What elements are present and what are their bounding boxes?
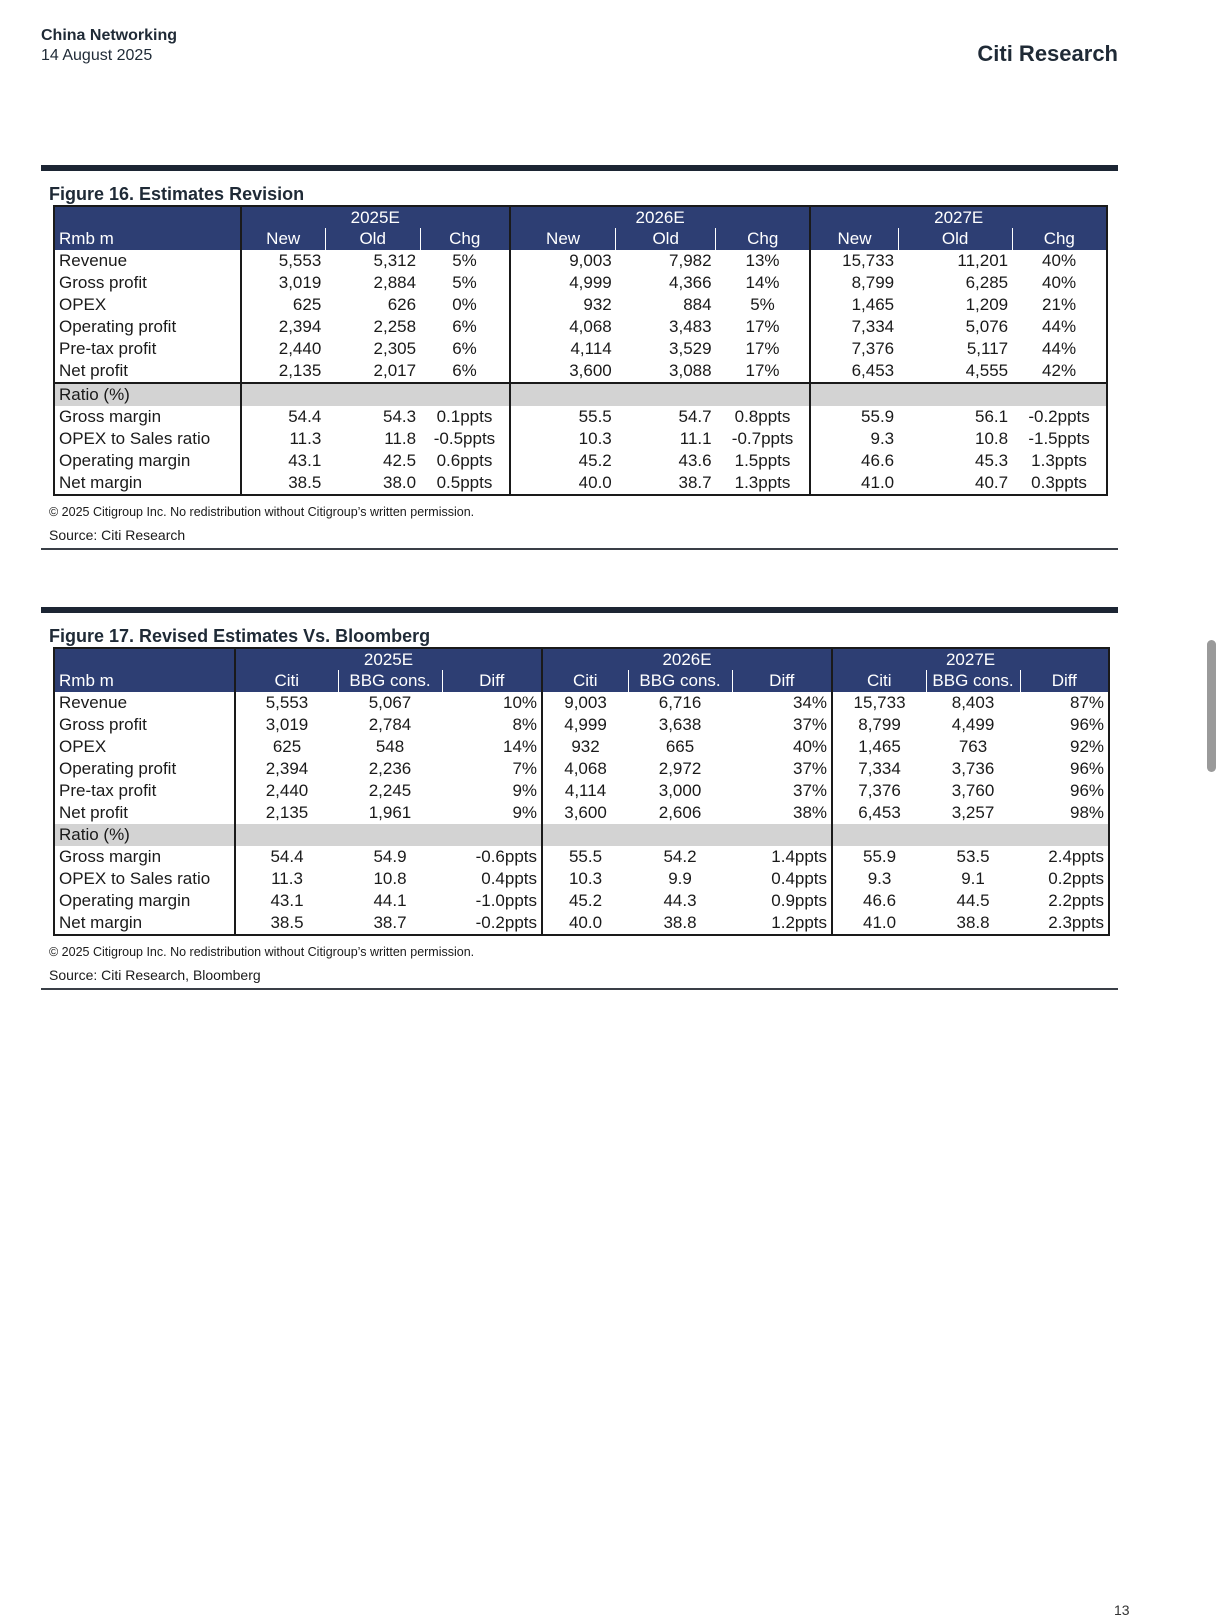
table-cell: 40% — [1012, 272, 1107, 294]
copyright-note: © 2025 Citigroup Inc. No redistribution without Citigroup’s written permission. — [49, 945, 475, 959]
table-cell: 17% — [745, 317, 780, 336]
table-row — [54, 780, 1109, 802]
figure-top-rule — [41, 607, 1118, 613]
table-cell: 92% — [1020, 736, 1109, 758]
table-cell: 5,312 — [373, 251, 417, 270]
table-cell: 44.1 — [373, 891, 407, 910]
table-cell: 46.6 — [832, 890, 926, 912]
table-cell: 0% — [452, 295, 477, 314]
table-cell: 96% — [1020, 780, 1109, 802]
table-cell: 4,068 — [542, 758, 628, 780]
column-header: Chg — [1012, 228, 1107, 250]
column-header: BBG cons. — [338, 670, 442, 692]
table-cell: 2,305 — [373, 339, 417, 358]
table-cell: 1.5ppts — [734, 451, 791, 470]
table-cell: 2.4ppts — [1020, 846, 1109, 868]
table-cell: 2,017 — [325, 360, 420, 383]
table-cell: 9.3 — [832, 868, 926, 890]
table-cell: 44.3 — [663, 891, 697, 910]
column-header: Citi — [832, 670, 926, 692]
table-cell: 0.2ppts — [1020, 868, 1109, 890]
table-cell: 2,440 — [235, 780, 338, 802]
table-cell: 45.2 — [542, 890, 628, 912]
table-cell: 9,003 — [542, 692, 628, 714]
row-label: Pre-tax profit — [54, 780, 235, 802]
table-cell: 625 — [235, 736, 338, 758]
table-cell: -1.0ppts — [475, 891, 538, 910]
table-cell: 3,600 — [542, 802, 628, 824]
table-row — [54, 758, 1109, 780]
section-label: Ratio (%) — [54, 824, 235, 846]
table-cell: 3,019 — [235, 714, 338, 736]
table-cell: -1.5ppts — [1012, 428, 1107, 450]
figure-title: Figure 16. Estimates Revision — [49, 184, 305, 204]
table-cell: 1,961 — [368, 803, 412, 822]
section-blank — [832, 824, 1109, 846]
column-header: Chg — [716, 228, 811, 250]
figure-title: Figure 17. Revised Estimates Vs. Bloomberg — [49, 626, 431, 646]
table-cell: 43.1 — [235, 890, 338, 912]
row-label: Operating margin — [54, 450, 241, 472]
table-cell: 932 — [510, 294, 616, 316]
row-label: Net profit — [54, 360, 241, 383]
table-cell: 9% — [512, 803, 538, 822]
table-cell: 5,553 — [241, 250, 326, 272]
table-cell: 1.3ppts — [1012, 450, 1107, 472]
table-cell: 2,394 — [241, 316, 326, 338]
column-header: New — [810, 228, 898, 250]
section-blank — [810, 383, 1107, 406]
table-cell: 9.9 — [668, 869, 692, 888]
table-cell: -0.7ppts — [731, 429, 794, 448]
report-header — [41, 26, 177, 66]
table-cell: 46.6 — [810, 450, 898, 472]
table-cell: 1.3ppts — [716, 472, 811, 495]
table-cell: 38.7 — [338, 912, 442, 935]
table-cell: 3,638 — [658, 715, 702, 734]
figure-bottom-rule — [41, 988, 1118, 990]
column-header-row — [54, 228, 1107, 250]
ratio-section-row — [54, 824, 1109, 846]
table-cell: 37% — [793, 715, 828, 734]
row-label: Operating profit — [54, 758, 235, 780]
table-cell: 37% — [793, 781, 828, 800]
table-cell: 54.4 — [241, 406, 326, 428]
year-header: 2025E — [235, 648, 542, 670]
row-label: Net margin — [54, 472, 241, 495]
table-cell: 54.4 — [235, 846, 338, 868]
table-cell: 0.5ppts — [420, 472, 510, 495]
unit-label: Rmb m — [54, 670, 235, 692]
table-cell: 3,483 — [669, 317, 712, 336]
table-cell: 38.8 — [628, 912, 732, 935]
row-label: Revenue — [54, 250, 241, 272]
table-cell: 1.4ppts — [771, 847, 828, 866]
year-header-row — [54, 206, 1107, 228]
table-cell: 53.5 — [956, 847, 990, 866]
table-cell: 38% — [793, 803, 828, 822]
table-cell: 6% — [452, 339, 477, 358]
table-cell: 3,019 — [241, 272, 326, 294]
table-cell: 8,403 — [951, 693, 995, 712]
report-sector: China Networking — [41, 27, 178, 44]
table-row — [54, 294, 1107, 316]
column-header: BBG cons. — [926, 670, 1020, 692]
table-cell: 40% — [1012, 250, 1107, 272]
table-cell: 6% — [452, 317, 477, 336]
table-cell: 2,784 — [368, 715, 412, 734]
table-cell: 6,716 — [658, 693, 702, 712]
table-cell: 1,209 — [965, 295, 1009, 314]
row-label: Net margin — [54, 912, 235, 935]
table-cell: 10.8 — [975, 429, 1009, 448]
table-cell: 44.5 — [956, 891, 990, 910]
table-cell: 38.8 — [926, 912, 1020, 935]
table-cell: 56.1 — [975, 407, 1009, 426]
table-cell: 763 — [958, 737, 988, 756]
table-cell: 45.3 — [975, 451, 1009, 470]
table-cell: 55.5 — [510, 406, 616, 428]
table-row — [54, 272, 1107, 294]
table-cell: 43.1 — [241, 450, 326, 472]
table-cell: 11.8 — [384, 429, 417, 448]
column-header: BBG cons. — [628, 670, 732, 692]
table-cell: 4,999 — [510, 272, 616, 294]
table-cell: 54.2 — [663, 847, 697, 866]
table-cell: 3,257 — [951, 803, 995, 822]
table-cell: 6% — [420, 360, 510, 383]
table-cell: 2,440 — [241, 338, 326, 360]
source-note: Source: Citi Research, Bloomberg — [49, 967, 261, 983]
table-cell: 34% — [793, 693, 828, 712]
table-cell: 8,799 — [810, 272, 898, 294]
table-cell: 54.9 — [373, 847, 407, 866]
copyright-note: © 2025 Citigroup Inc. No redistribution without Citigroup’s written permission. — [49, 505, 475, 519]
table-cell: 5,076 — [965, 317, 1009, 336]
table-cell: 665 — [665, 737, 695, 756]
column-header: Citi — [235, 670, 338, 692]
table-cell: 38.5 — [235, 912, 338, 935]
table-cell: 55.9 — [810, 406, 898, 428]
year-header: 2027E — [810, 206, 1107, 228]
row-label: Gross profit — [54, 714, 235, 736]
table-row — [54, 338, 1107, 360]
table-cell: 5% — [452, 273, 477, 292]
column-header: Diff — [1020, 670, 1109, 692]
table-cell: 0.8ppts — [734, 407, 791, 426]
table-cell: 0.3ppts — [1012, 472, 1107, 495]
table-cell: 96% — [1020, 758, 1109, 780]
column-header: Citi — [542, 670, 628, 692]
figure-16 — [41, 165, 1118, 550]
table-cell: 626 — [387, 295, 417, 314]
row-label: Gross profit — [54, 272, 241, 294]
row-label: Net profit — [54, 802, 235, 824]
table-cell: 40% — [793, 737, 828, 756]
row-label: OPEX to Sales ratio — [54, 868, 235, 890]
table-cell: -0.5ppts — [433, 429, 496, 448]
unit-label: Rmb m — [54, 228, 241, 250]
table-cell: 11.1 — [679, 429, 712, 448]
column-header: New — [241, 228, 326, 250]
table-cell: 4,114 — [510, 338, 616, 360]
table-cell: 54.3 — [383, 407, 417, 426]
table-cell: -0.2ppts — [1012, 406, 1107, 428]
table-cell: 4,366 — [669, 273, 712, 292]
row-label: Pre-tax profit — [54, 338, 241, 360]
table-cell: 87% — [1020, 692, 1109, 714]
bloomberg-comparison-table — [53, 647, 1110, 936]
table-row — [54, 868, 1109, 890]
row-label: Operating profit — [54, 316, 241, 338]
table-cell: 41.0 — [832, 912, 926, 935]
table-cell: 625 — [241, 294, 326, 316]
table-cell: 7% — [512, 759, 538, 778]
table-cell: 40.7 — [898, 472, 1012, 495]
table-cell: 7,376 — [832, 780, 926, 802]
table-cell: 11.3 — [241, 428, 326, 450]
table-cell: 17% — [716, 360, 811, 383]
column-header: Old — [325, 228, 420, 250]
table-cell: 5,553 — [235, 692, 338, 714]
table-cell: 9,003 — [510, 250, 616, 272]
row-label: Gross margin — [54, 406, 241, 428]
table-cell: 4,068 — [510, 316, 616, 338]
table-cell: 548 — [375, 737, 405, 756]
table-cell: 14% — [502, 737, 538, 756]
table-body — [54, 648, 1109, 935]
table-cell: 45.2 — [510, 450, 616, 472]
table-cell: 5,067 — [368, 693, 412, 712]
table-cell: 10.8 — [373, 869, 407, 888]
table-row — [54, 802, 1109, 824]
table-cell: 17% — [745, 339, 780, 358]
table-cell: 10.3 — [542, 868, 628, 890]
table-cell: -0.6ppts — [475, 847, 538, 866]
table-cell: 4,114 — [542, 780, 628, 802]
table-cell: 2,258 — [373, 317, 417, 336]
table-cell: 7,334 — [832, 758, 926, 780]
table-cell: 54.7 — [678, 407, 712, 426]
header-blank — [54, 206, 241, 228]
section-blank — [510, 383, 811, 406]
column-header: Diff — [442, 670, 542, 692]
table-cell: 7,376 — [810, 338, 898, 360]
table-cell: 21% — [1012, 294, 1107, 316]
year-header: 2026E — [542, 648, 832, 670]
table-cell: 13% — [745, 251, 780, 270]
table-cell: 38.7 — [616, 472, 716, 495]
table-cell: 38.5 — [241, 472, 326, 495]
table-cell: 2,972 — [658, 759, 702, 778]
row-label: OPEX — [54, 736, 235, 758]
header-blank — [54, 648, 235, 670]
figure-bottom-rule — [41, 548, 1118, 550]
section-blank — [241, 383, 510, 406]
year-header-row — [54, 648, 1109, 670]
table-row — [54, 250, 1107, 272]
table-cell: 2,245 — [368, 781, 412, 800]
row-label: OPEX to Sales ratio — [54, 428, 241, 450]
table-row — [54, 890, 1109, 912]
column-header: Diff — [732, 670, 832, 692]
table-cell: 7,334 — [810, 316, 898, 338]
column-header: New — [510, 228, 616, 250]
table-cell: 9.1 — [961, 869, 985, 888]
row-label: Operating margin — [54, 890, 235, 912]
table-row — [54, 846, 1109, 868]
table-cell: 5% — [452, 251, 477, 270]
table-cell: 15,733 — [810, 250, 898, 272]
table-body — [54, 206, 1107, 495]
table-cell: 3,000 — [658, 781, 702, 800]
table-cell: 40.0 — [510, 472, 616, 495]
table-cell: 44% — [1012, 338, 1107, 360]
report-date: 14 August 2025 — [41, 47, 153, 64]
table-cell: -0.2ppts — [442, 912, 542, 935]
table-cell: 11,201 — [957, 251, 1009, 270]
table-cell: 6,453 — [810, 360, 898, 383]
table-cell: 43.6 — [678, 451, 712, 470]
table-cell: 5% — [750, 295, 775, 314]
table-row — [54, 692, 1109, 714]
table-cell: 11.3 — [235, 868, 338, 890]
table-cell: 3,529 — [669, 339, 712, 358]
section-label: Ratio (%) — [54, 383, 241, 406]
table-cell: 6,453 — [832, 802, 926, 824]
table-cell: 4,499 — [951, 715, 995, 734]
column-header: Old — [898, 228, 1012, 250]
table-cell: 42% — [1012, 360, 1107, 383]
table-cell: 2,135 — [235, 802, 338, 824]
table-cell: 10% — [502, 693, 538, 712]
estimates-revision-table — [53, 205, 1108, 496]
table-cell: 2.3ppts — [1020, 912, 1109, 935]
section-blank — [235, 824, 542, 846]
table-cell: 4,555 — [898, 360, 1012, 383]
table-cell: 37% — [793, 759, 828, 778]
table-cell: 8% — [512, 715, 538, 734]
table-cell: 2.2ppts — [1020, 890, 1109, 912]
table-cell: 0.9ppts — [771, 891, 828, 910]
table-row — [54, 316, 1107, 338]
table-cell: 7,982 — [669, 251, 712, 270]
table-row — [54, 912, 1109, 935]
row-label: OPEX — [54, 294, 241, 316]
table-cell: 884 — [683, 295, 712, 314]
year-header: 2025E — [241, 206, 510, 228]
table-cell: 1,465 — [810, 294, 898, 316]
year-header: 2026E — [510, 206, 811, 228]
table-cell: 1.2ppts — [732, 912, 832, 935]
table-row — [54, 472, 1107, 495]
table-cell: 14% — [745, 273, 780, 292]
section-blank — [542, 824, 832, 846]
table-cell: 4,999 — [542, 714, 628, 736]
row-label: Revenue — [54, 692, 235, 714]
table-row — [54, 450, 1107, 472]
scrollbar-thumb[interactable] — [1207, 640, 1216, 772]
table-cell: 3,600 — [510, 360, 616, 383]
table-cell: 9.3 — [810, 428, 898, 450]
row-label: Gross margin — [54, 846, 235, 868]
year-header: 2027E — [832, 648, 1109, 670]
table-cell: 5,117 — [966, 339, 1009, 358]
table-row — [54, 360, 1107, 383]
figure-top-rule — [41, 165, 1118, 171]
table-row — [54, 406, 1107, 428]
table-cell: 10.3 — [510, 428, 616, 450]
table-cell: 3,088 — [616, 360, 716, 383]
table-cell: 55.5 — [542, 846, 628, 868]
table-cell: 96% — [1020, 714, 1109, 736]
brand-logo-text: Citi Research — [977, 41, 1118, 66]
table-cell: 0.6ppts — [436, 451, 493, 470]
table-cell: 98% — [1020, 802, 1109, 824]
table-cell: 15,733 — [832, 692, 926, 714]
table-cell: 2,236 — [368, 759, 412, 778]
table-cell: 0.1ppts — [436, 407, 493, 426]
table-row — [54, 714, 1109, 736]
table-cell: 3,736 — [951, 759, 995, 778]
table-cell: 2,394 — [235, 758, 338, 780]
figure-17 — [41, 607, 1118, 990]
table-cell: 932 — [542, 736, 628, 758]
table-cell: 40.0 — [542, 912, 628, 935]
table-cell: 41.0 — [810, 472, 898, 495]
table-cell: 9% — [512, 781, 538, 800]
table-cell: 44% — [1012, 316, 1107, 338]
table-cell: 6,285 — [965, 273, 1009, 292]
table-cell: 8,799 — [832, 714, 926, 736]
ratio-section-row — [54, 383, 1107, 406]
table-row — [54, 428, 1107, 450]
table-cell: 0.4ppts — [481, 869, 538, 888]
page-number: 13 — [1114, 1602, 1130, 1618]
table-cell: 0.4ppts — [771, 869, 828, 888]
source-note: Source: Citi Research — [49, 527, 186, 543]
table-cell: 2,884 — [373, 273, 417, 292]
table-cell: 42.5 — [383, 451, 417, 470]
table-cell: 2,606 — [658, 803, 702, 822]
table-cell: 2,135 — [241, 360, 326, 383]
table-cell: 38.0 — [325, 472, 420, 495]
column-header-row — [54, 670, 1109, 692]
table-cell: 55.9 — [832, 846, 926, 868]
column-header: Chg — [420, 228, 510, 250]
table-cell: 3,760 — [951, 781, 995, 800]
table-row — [54, 736, 1109, 758]
table-cell: 1,465 — [832, 736, 926, 758]
column-header: Old — [616, 228, 716, 250]
